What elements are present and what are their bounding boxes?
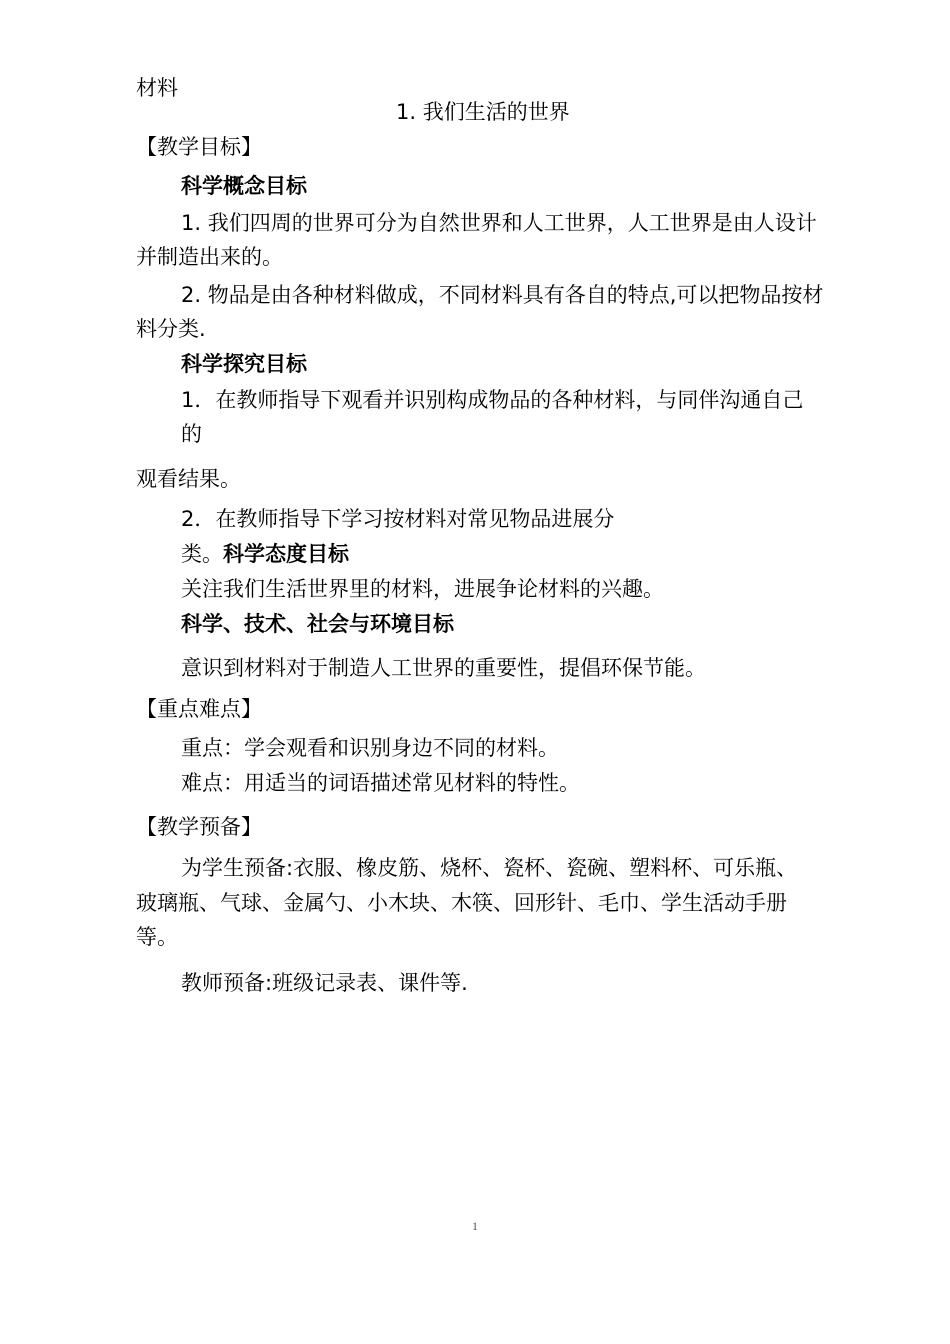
difficult-point-text: 难点：用适当的词语描述常见材料的特性。 <box>181 771 580 795</box>
section-heading-preparation: 【教学预备】 <box>136 815 262 839</box>
subheading-concept-goals: 科学概念目标 <box>181 174 307 198</box>
student-prep-line-3: 等。 <box>136 925 178 949</box>
attitude-text: 关注我们生活世界里的材料，进展争论材料的兴趣。 <box>181 577 664 601</box>
inquiry-item-1-line-1: 1．在教师指导下观看并识别构成物品的各种材料，与同伴沟通自己 <box>181 388 804 412</box>
subheading-sts-goals: 科学、技术、社会与环境目标 <box>181 612 454 636</box>
page-number: 1 <box>472 1219 478 1233</box>
subheading-attitude-goals: 科学态度目标 <box>223 542 349 566</box>
subheading-inquiry-goals: 科学探究目标 <box>181 352 307 376</box>
sts-text: 意识到材料对于制造人工世界的重要性，提倡环保节能。 <box>181 656 706 680</box>
concept-item-2-line-2: 料分类. <box>136 317 206 341</box>
inquiry-item-2-line-2 <box>181 539 349 569</box>
inquiry-item-2-suffix: 类。 <box>181 542 223 566</box>
inquiry-item-1-line-3: 观看结果。 <box>136 467 241 491</box>
student-prep-line-2: 玻璃瓶、气球、金属勺、小木块、木筷、回形针、毛巾、学生活动手册 <box>136 891 787 915</box>
page-title: 1. 我们生活的世界 <box>396 100 570 124</box>
section-heading-key-points: 【重点难点】 <box>136 697 262 721</box>
inquiry-item-2-line-1: 2．在教师指导下学习按材料对常见物品进展分 <box>181 507 615 531</box>
student-prep-line-1: 为学生预备:衣服、橡皮筋、烧杯、瓷杯、瓷碗、塑料杯、可乐瓶、 <box>181 856 798 880</box>
concept-item-1-line-2: 并制造出来的。 <box>136 245 283 269</box>
inquiry-item-1-line-2: 的 <box>181 422 202 446</box>
key-point-text: 重点：学会观看和识别身边不同的材料。 <box>181 736 559 760</box>
concept-item-1-line-1: 1. 我们四周的世界可分为自然世界和人工世界，人工世界是由人设计 <box>181 211 817 235</box>
concept-item-2-line-1: 2. 物品是由各种材料做成，不同材料具有各自的特点,可以把物品按材 <box>181 283 824 307</box>
header-label: 材料 <box>136 76 178 100</box>
teacher-prep-text: 教师预备:班级记录表、课件等. <box>181 971 468 995</box>
section-heading-teaching-goals: 【教学目标】 <box>136 135 262 159</box>
